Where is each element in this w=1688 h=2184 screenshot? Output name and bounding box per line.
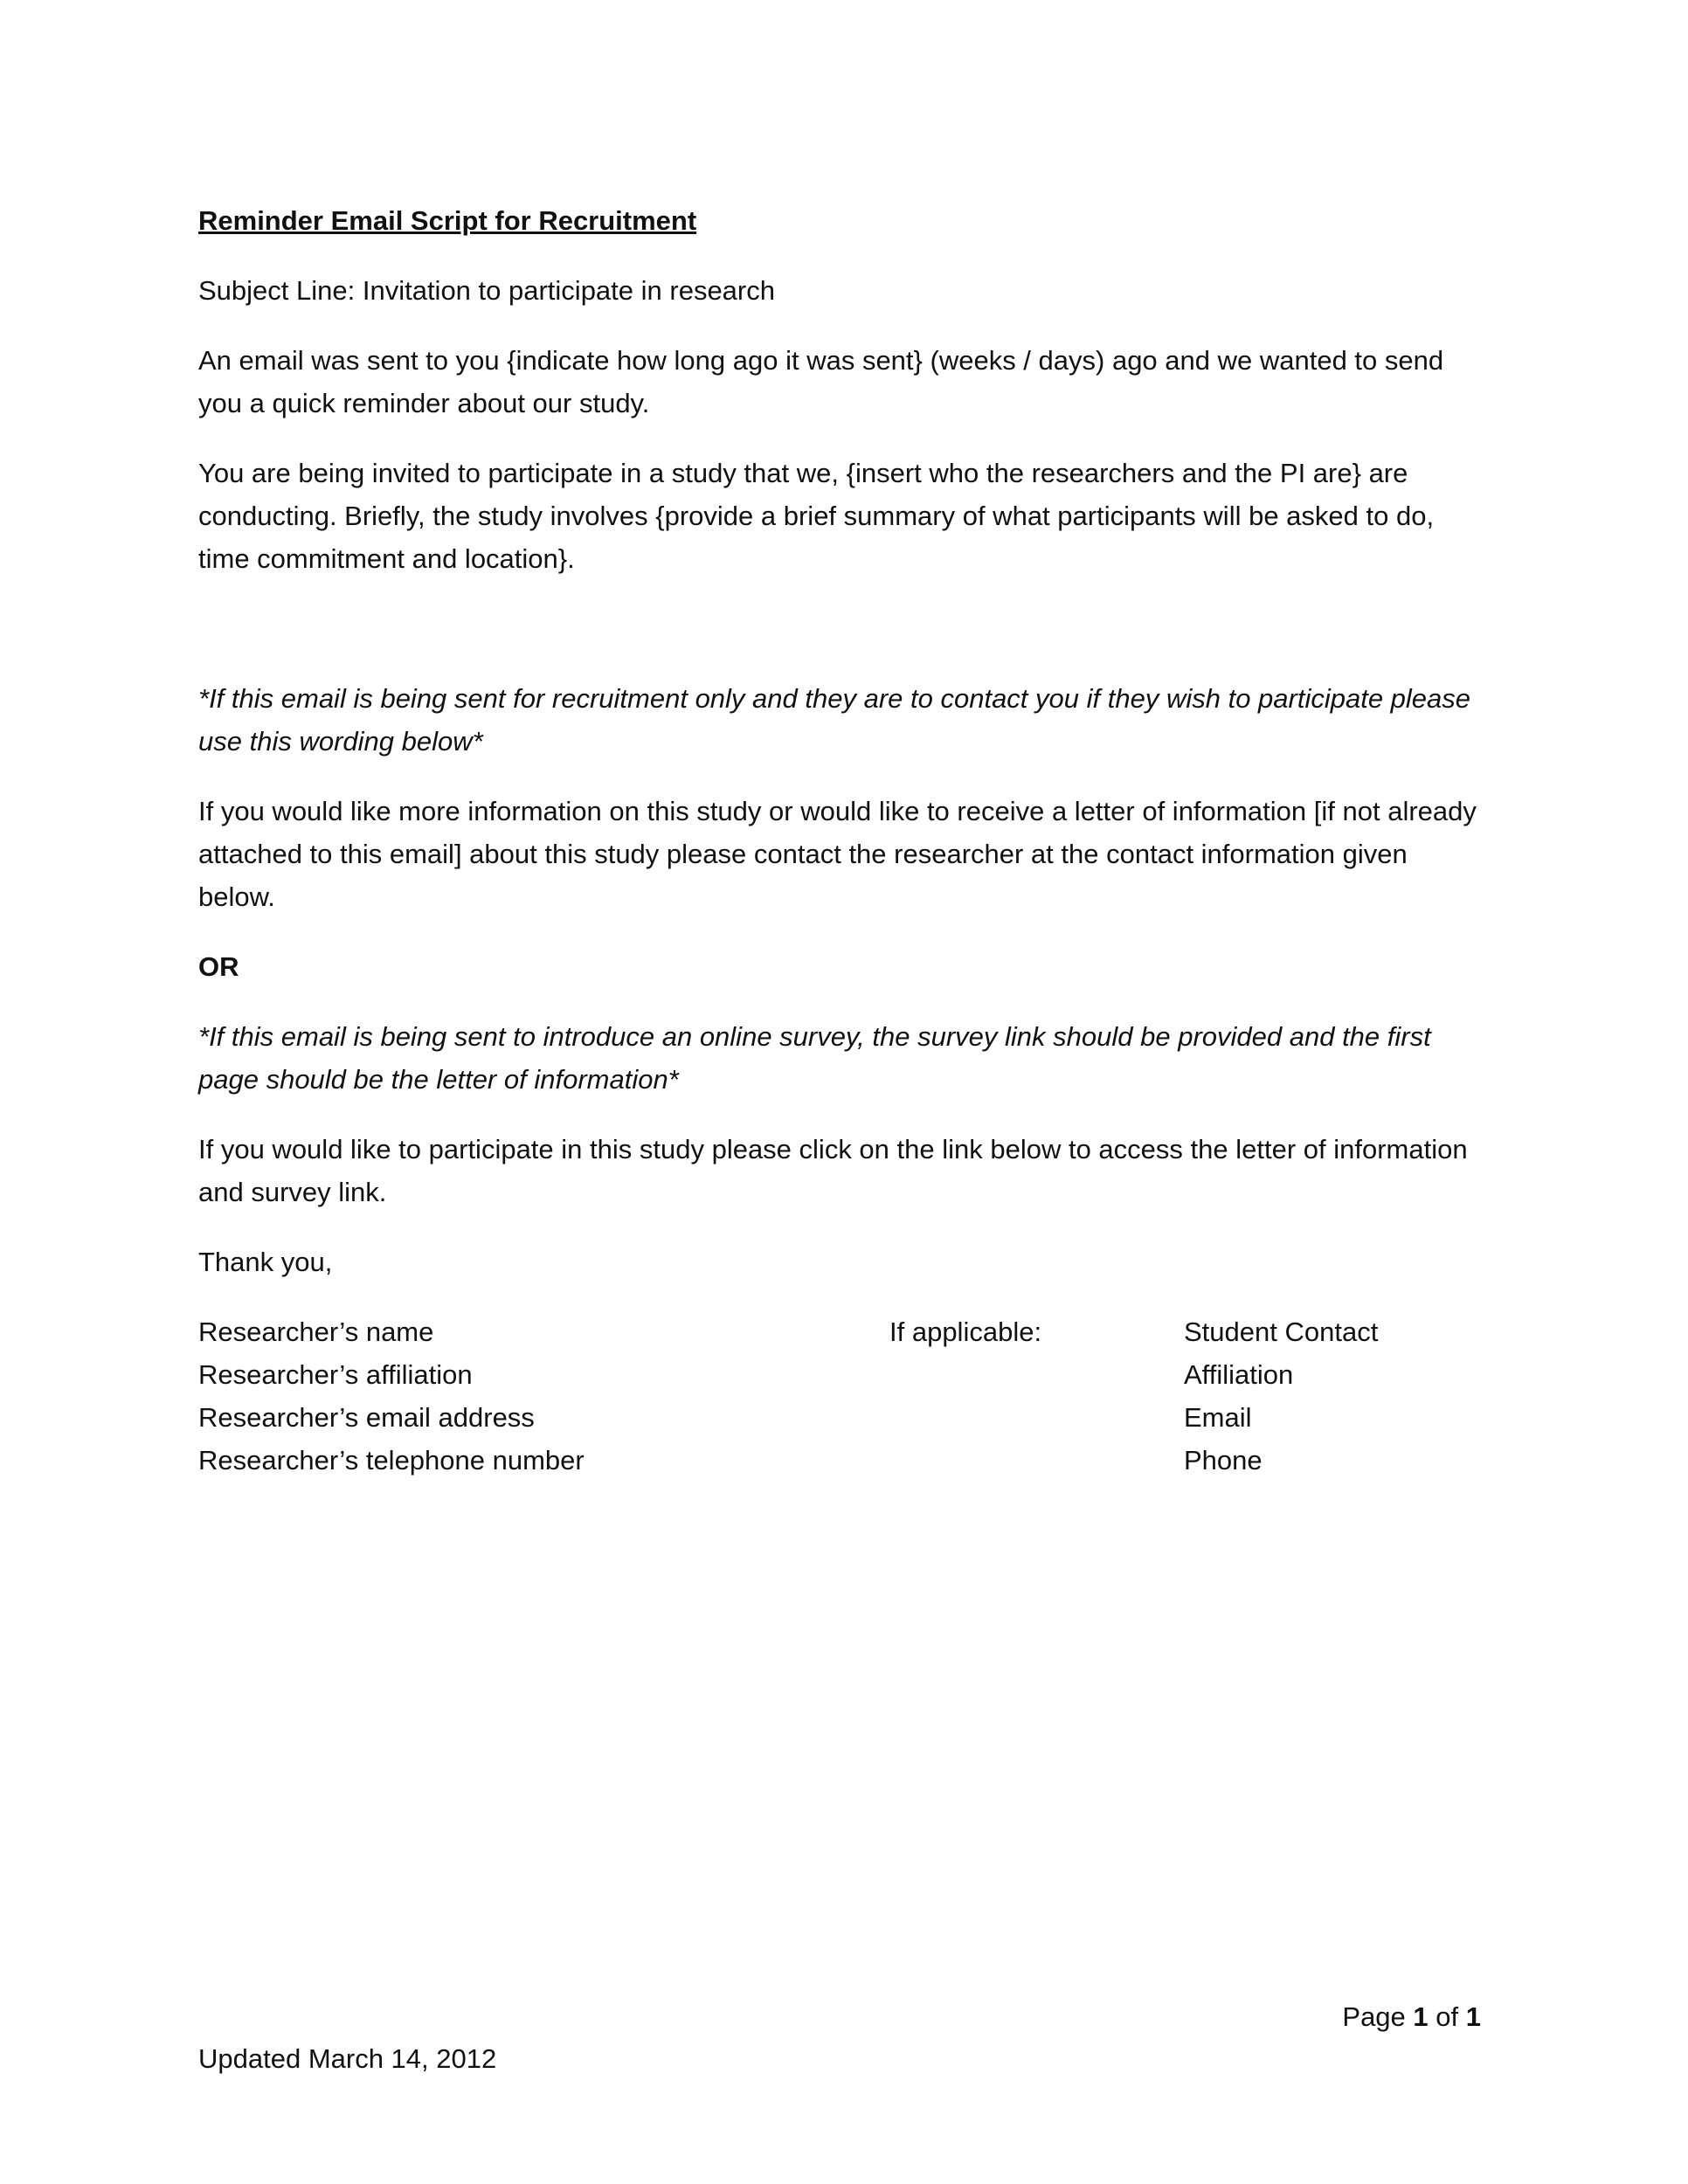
researcher-phone: Researcher’s telephone number <box>198 1445 585 1476</box>
contact-block <box>198 1310 1491 1485</box>
reminder-paragraph: An email was sent to you {indicate how long ago it was sent} (weeks / days) ago and we wanted to send you a quick reminder about our study. <box>198 345 1444 418</box>
document-title: Reminder Email Script for Recruitment <box>198 205 697 236</box>
researcher-name: Researcher’s name <box>198 1317 434 1347</box>
subject-line: Subject Line: Invitation to participate in research <box>198 275 775 306</box>
student-phone: Phone <box>1184 1445 1263 1476</box>
if-applicable-column <box>889 1310 1041 1353</box>
student-affiliation: Affiliation <box>1184 1359 1294 1390</box>
closing-line: Thank you, <box>198 1247 333 1277</box>
updated-date: Updated March 14, 2012 <box>198 2043 497 2074</box>
or-label: OR <box>198 951 239 982</box>
invitation-paragraph: You are being invited to participate in a study that we, {insert who the researchers and the PI are} are conducting. Briefly, the study involves {provide a brief summary of what participants will be asked to do, time commitment and location}. <box>198 458 1435 574</box>
page-prefix: Page <box>1342 2001 1414 2032</box>
page-current: 1 <box>1413 2001 1429 2032</box>
page-of: of <box>1428 2001 1466 2032</box>
researcher-affiliation: Researcher’s affiliation <box>198 1359 473 1390</box>
online-survey-note: *If this email is being sent to introduce an online survey, the survey link should be provided and the first page should be the letter of information* <box>198 1021 1431 1095</box>
recruitment-only-note: *If this email is being sent for recruitment only and they are to contact you if they wish to participate please use this wording below* <box>198 683 1471 757</box>
recruitment-only-text: If you would like more information on this study or would like to receive a letter of information [if not already attached to this email] about this study please contact the researcher at the contact information given below. <box>198 796 1477 912</box>
page-total: 1 <box>1465 2001 1481 2032</box>
if-applicable-label: If applicable: <box>889 1317 1042 1347</box>
online-survey-text: If you would like to participate in this study please click on the link below to access the letter of information and survey link. <box>198 1134 1468 1207</box>
blank-space <box>198 607 1491 677</box>
page-number <box>1311 1995 1481 2038</box>
student-email: Email <box>1184 1402 1252 1433</box>
researcher-contact-column <box>198 1310 585 1482</box>
document-body <box>198 199 1491 1485</box>
student-contact-column <box>1184 1310 1378 1482</box>
researcher-email: Researcher’s email address <box>198 1402 535 1433</box>
student-contact: Student Contact <box>1184 1317 1379 1347</box>
